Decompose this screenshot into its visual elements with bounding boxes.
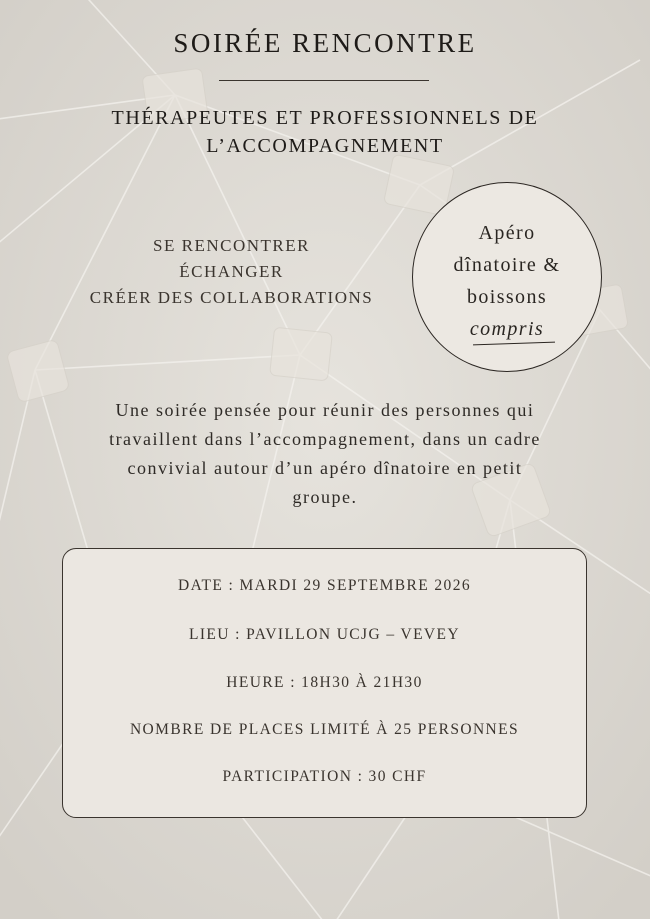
description-line: convivial autour d’un apéro dînatoire en petit: [127, 458, 523, 478]
description-line: travaillent dans l’accompagnement, dans un cadre: [109, 429, 541, 449]
badge-line: Apéro: [478, 222, 536, 244]
subtitle-line: THÉRAPEUTES ET PROFESSIONNELS DE: [111, 107, 539, 129]
goal-item: CRÉER DES COLLABORATIONS: [89, 288, 374, 307]
event-details-card: [62, 548, 587, 818]
event-subtitle: [60, 104, 590, 160]
subtitle-line: L’ACCOMPAGNEMENT: [206, 135, 444, 157]
event-date: DATE : MARDI 29 SEPTEMBRE 2026: [177, 577, 472, 594]
event-title: SOIRÉE RENCONTRE: [173, 28, 477, 58]
event-price: PARTICIPATION : 30 CHF: [222, 768, 427, 785]
event-capacity: NOMBRE DE PLACES LIMITÉ À 25 PERSONNES: [129, 721, 520, 738]
event-description: [55, 396, 595, 512]
description-line: groupe.: [292, 487, 358, 507]
badge-line: boissons: [466, 286, 548, 308]
goal-item: ÉCHANGER: [179, 262, 284, 281]
goals-list: [40, 233, 423, 311]
title-divider: [219, 80, 429, 81]
description-line: Une soirée pensée pour réunir des personnes qui: [115, 400, 535, 420]
badge-line: dînatoire &: [453, 254, 561, 276]
event-time: HEURE : 18H30 À 21H30: [226, 674, 423, 691]
goal-item: SE RENCONTRER: [153, 236, 310, 255]
event-location: LIEU : PAVILLON UCJG – VEVEY: [189, 626, 460, 643]
apero-badge: [412, 182, 602, 372]
badge-line-emphasis: compris: [469, 318, 545, 340]
badge-text: [413, 217, 601, 345]
